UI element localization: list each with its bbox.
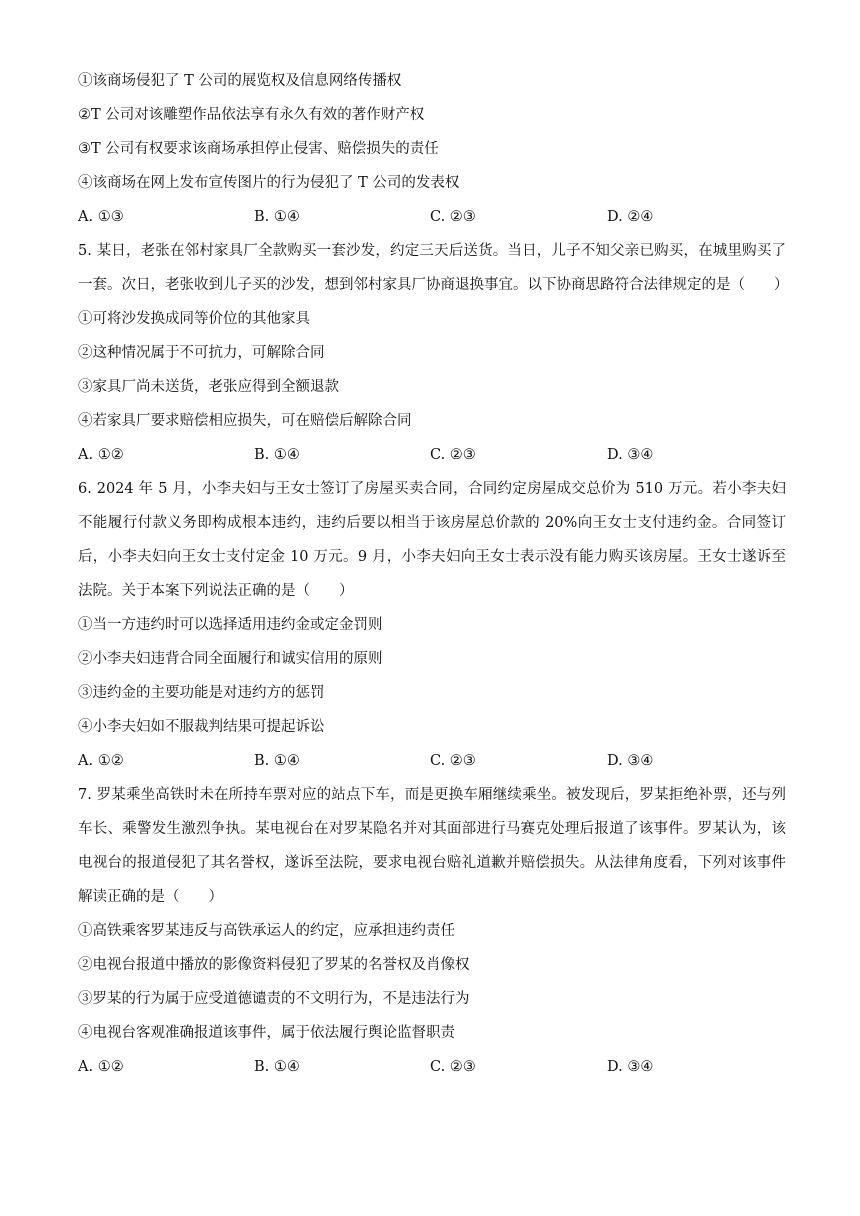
- q7-stem: 7. 罗某乘坐高铁时未在所持车票对应的站点下车，而是更换车厢继续乘坐。被发现后，罗某拒绝补票，还与列车长、乘警发生激烈争执。某电视台在对罗某隐名并对其面部进行马赛克处理后报道了该事件。罗某认为，该电视台的报道侵犯了其名誉权，遂诉至法院，要求电视台赔礼道歉并赔偿损失。从法律角度看，下列对该事件解读正确的是（ ）: [78, 787, 786, 905]
- q5-option-a[interactable]: A. ①②: [78, 447, 124, 463]
- question-6: [78, 472, 786, 778]
- q6-option-d[interactable]: D. ③④: [607, 753, 654, 769]
- q5-option-c[interactable]: C. ②③: [430, 447, 476, 463]
- q5-item-1: ①可将沙发换成同等价位的其他家具: [78, 311, 310, 327]
- q4-option-a[interactable]: A. ①③: [78, 209, 124, 225]
- q7-item-3: ③罗某的行为属于应受道德谴责的不文明行为，不是违法行为: [78, 991, 470, 1007]
- q5-item-3: ③家具厂尚未送货，老张应得到全额退款: [78, 379, 339, 395]
- q6-stem: 6. 2024 年 5 月，小李夫妇与王女士签订了房屋买卖合同，合同约定房屋成交总价为 510 万元。若小李夫妇不能履行付款义务即构成根本违约，违约后要以相当于该房屋总价款的 20%向王女士支付违约金。合同签订后，小李夫妇向王女士支付定金 10 万元。9 月，小李夫妇向王女士表示没有能力购买该房屋。王女士遂诉至法院。关于本案下列说法正确的是（ ）: [78, 481, 786, 599]
- q5-option-d[interactable]: D. ③④: [607, 447, 654, 463]
- q6-item-2: ②小李夫妇违背合同全面履行和诚实信用的原则: [78, 651, 383, 667]
- question-5: [78, 234, 789, 472]
- q5-item-4: ④若家具厂要求赔偿相应损失，可在赔偿后解除合同: [78, 413, 412, 429]
- exam-page: [78, 64, 789, 1084]
- q7-item-1: ①高铁乘客罗某违反与高铁承运人的约定，应承担违约责任: [78, 923, 455, 939]
- q7-item-4: ④电视台客观准确报道该事件，属于依法履行舆论监督职责: [78, 1025, 455, 1041]
- q7-item-2: ②电视台报道中播放的影像资料侵犯了罗某的名誉权及肖像权: [78, 957, 470, 973]
- q7-option-a[interactable]: A. ①②: [78, 1059, 124, 1075]
- q7-option-d[interactable]: D. ③④: [607, 1059, 654, 1075]
- q6-item-1: ①当一方违约时可以选择适用违约金或定金罚则: [78, 617, 383, 633]
- q5-options: [78, 438, 786, 472]
- q4-options: [78, 200, 786, 234]
- q5-option-b[interactable]: B. ①④: [254, 447, 300, 463]
- q4-option-b[interactable]: B. ①④: [254, 209, 300, 225]
- question-4: [78, 64, 786, 234]
- q7-options: [78, 1050, 786, 1084]
- q4-item-2: ②T 公司对该雕塑作品依法享有永久有效的著作财产权: [78, 107, 425, 123]
- q6-options: [78, 744, 786, 778]
- q7-option-c[interactable]: C. ②③: [430, 1059, 476, 1075]
- question-7: [78, 778, 786, 1084]
- q6-option-a[interactable]: A. ①②: [78, 753, 124, 769]
- q5-item-2: ②这种情况属于不可抗力，可解除合同: [78, 345, 325, 361]
- q4-option-d[interactable]: D. ②④: [607, 209, 654, 225]
- q4-item-3: ③T 公司有权要求该商场承担停止侵害、赔偿损失的责任: [78, 141, 439, 157]
- q5-stem: 5. 某日，老张在邻村家具厂全款购买一套沙发，约定三天后送货。当日，儿子不知父亲已购买，在城里购买了一套。次日，老张收到儿子买的沙发，想到邻村家具厂协商退换事宜。以下协商思路符合法律规定的是（ ）: [78, 243, 789, 293]
- q6-option-c[interactable]: C. ②③: [430, 753, 476, 769]
- q4-item-1: ①该商场侵犯了 T 公司的展览权及信息网络传播权: [78, 73, 402, 89]
- q6-option-b[interactable]: B. ①④: [254, 753, 300, 769]
- q4-option-c[interactable]: C. ②③: [430, 209, 476, 225]
- q4-item-4: ④该商场在网上发布宣传图片的行为侵犯了 T 公司的发表权: [78, 175, 460, 191]
- q6-item-3: ③违约金的主要功能是对违约方的惩罚: [78, 685, 325, 701]
- q7-option-b[interactable]: B. ①④: [254, 1059, 300, 1075]
- q6-item-4: ④小李夫妇如不服裁判结果可提起诉讼: [78, 719, 325, 735]
